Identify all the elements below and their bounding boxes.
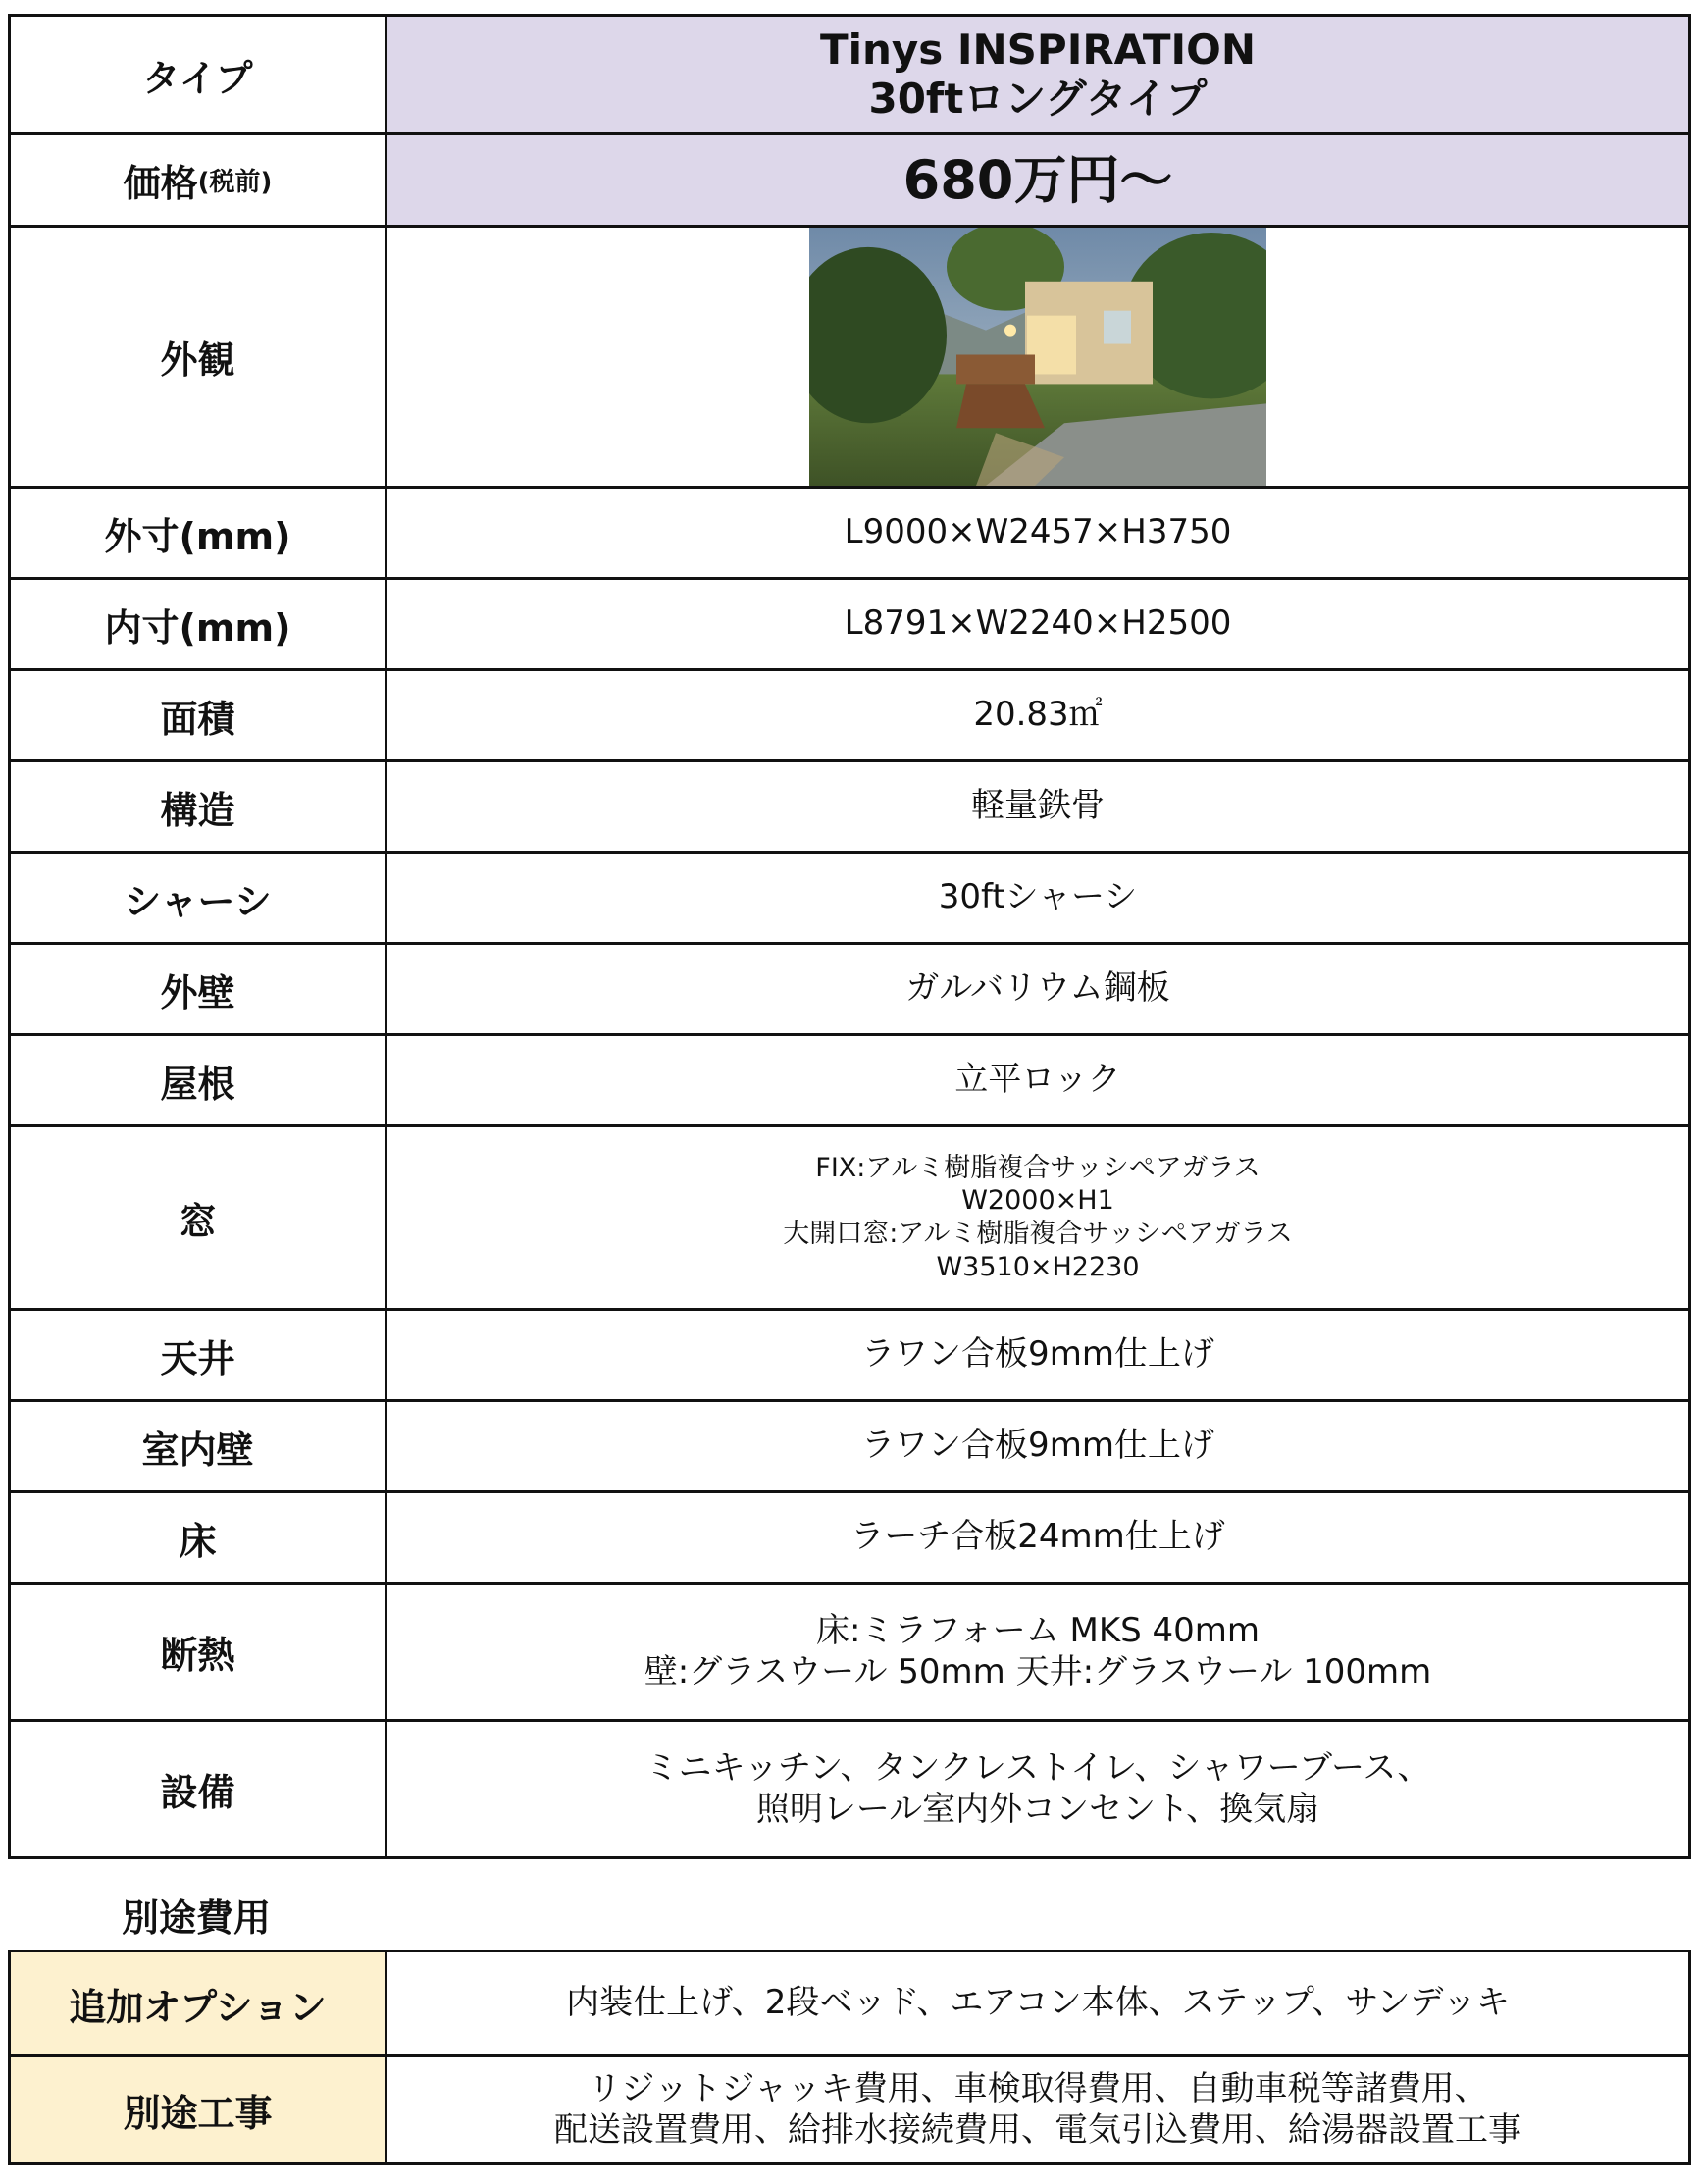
ceiling-value: ラワン合板9mm仕上げ: [861, 1334, 1214, 1375]
window-fix-size: W2000×H1: [961, 1185, 1114, 1217]
outer-dim-value: L9000×W2457×H3750: [844, 512, 1232, 552]
exterior-label: 外観: [11, 228, 387, 486]
row-ceiling: [8, 1311, 1691, 1402]
extra-cost-spacer: [385, 1859, 1691, 1950]
row-inner-wall: [8, 1402, 1691, 1493]
price-value: 680万円～: [387, 135, 1688, 225]
inner-dim-value: L8791×W2240×H2500: [844, 603, 1232, 644]
separate-works-label: 別途工事: [11, 2057, 387, 2162]
roof-value: 立平ロック: [954, 1060, 1121, 1100]
spec-table: [8, 14, 1691, 2165]
roof-label: 屋根: [11, 1036, 387, 1124]
chassis-value: 30ftシャーシ: [938, 877, 1138, 917]
equipment-label: 設備: [11, 1722, 387, 1856]
window-large-spec: 大開口窓:アルミ樹脂複合サッシペアガラス: [783, 1219, 1293, 1249]
model-name: Tinys INSPIRATION: [819, 25, 1257, 74]
model-variant: 30ftロングタイプ: [868, 75, 1208, 123]
price-label-note: (税前): [197, 168, 273, 197]
inner-dim-label: 内寸(mm): [11, 580, 387, 668]
window-fix-spec: FIX:アルミ樹脂複合サッシペアガラス: [815, 1152, 1261, 1183]
row-inner-dim: [8, 580, 1691, 671]
row-equipment: [8, 1722, 1691, 1859]
equipment-line-1: ミニキッチン、タンクレストイレ、シャワーブース、: [644, 1748, 1431, 1789]
row-separate-works: [8, 2057, 1691, 2165]
row-outer-dim: [8, 489, 1691, 580]
row-type: [8, 14, 1691, 135]
row-roof: [8, 1036, 1691, 1127]
exterior-photo-cell: [387, 228, 1688, 486]
row-price: [8, 135, 1691, 228]
insulation-floor: 床:ミラフォーム MKS 40mm: [815, 1611, 1261, 1651]
separate-works-value: [387, 2057, 1688, 2162]
row-options: [8, 1950, 1691, 2057]
options-label: 追加オプション: [11, 1952, 387, 2054]
row-insulation: [8, 1585, 1691, 1722]
row-area: [8, 671, 1691, 762]
exterior-wall-label: 外壁: [11, 945, 387, 1033]
floor-value: ラーチ合板24mm仕上げ: [850, 1517, 1225, 1557]
row-exterior-wall: [8, 945, 1691, 1036]
window-large-size: W3510×H2230: [936, 1251, 1140, 1282]
row-exterior: [8, 228, 1691, 489]
row-extra-section: [8, 1859, 1691, 1950]
equipment-value: [387, 1722, 1688, 1856]
row-structure: [8, 762, 1691, 854]
type-value: [387, 17, 1688, 132]
row-window: [8, 1127, 1691, 1311]
area-label: 面積: [11, 671, 387, 759]
row-floor: [8, 1493, 1691, 1585]
inner-wall-label: 室内壁: [11, 1402, 387, 1490]
insulation-label: 断熱: [11, 1585, 387, 1719]
inner-wall-value: ラワン合板9mm仕上げ: [861, 1426, 1214, 1466]
structure-value: 軽量鉄骨: [971, 786, 1105, 826]
insulation-value: [387, 1585, 1688, 1719]
chassis-label: シャーシ: [11, 854, 387, 942]
outer-dim-label: 外寸(mm): [11, 489, 387, 577]
window-label: 窓: [11, 1127, 387, 1308]
price-label-text: 価格: [123, 162, 198, 205]
floor-label: 床: [11, 1493, 387, 1582]
area-value: 20.83㎡: [973, 695, 1103, 735]
equipment-line-2: 照明レール室内外コンセント、換気扇: [755, 1789, 1320, 1829]
row-chassis: [8, 854, 1691, 945]
options-value: 内装仕上げ、2段ベッド、エアコン本体、ステップ、サンデッキ: [566, 1983, 1510, 2023]
price-label: [11, 135, 387, 225]
exterior-photo: [809, 228, 1266, 486]
separate-works-line-2: 配送設置費用、給排水接続費用、電気引込費用、給湯器設置工事: [554, 2109, 1521, 2150]
window-value: [387, 1127, 1688, 1308]
ceiling-label: 天井: [11, 1311, 387, 1399]
insulation-wall-ceiling: 壁:グラスウール 50mm 天井:グラスウール 100mm: [644, 1651, 1432, 1691]
extra-cost-heading: 別途費用: [121, 1897, 271, 1940]
type-label: タイプ: [11, 17, 387, 132]
separate-works-line-1: リジットジャッキ費用、車検取得費用、自動車税等諸費用、: [588, 2069, 1488, 2109]
exterior-wall-value: ガルバリウム鋼板: [905, 968, 1170, 1009]
structure-label: 構造: [11, 762, 387, 851]
